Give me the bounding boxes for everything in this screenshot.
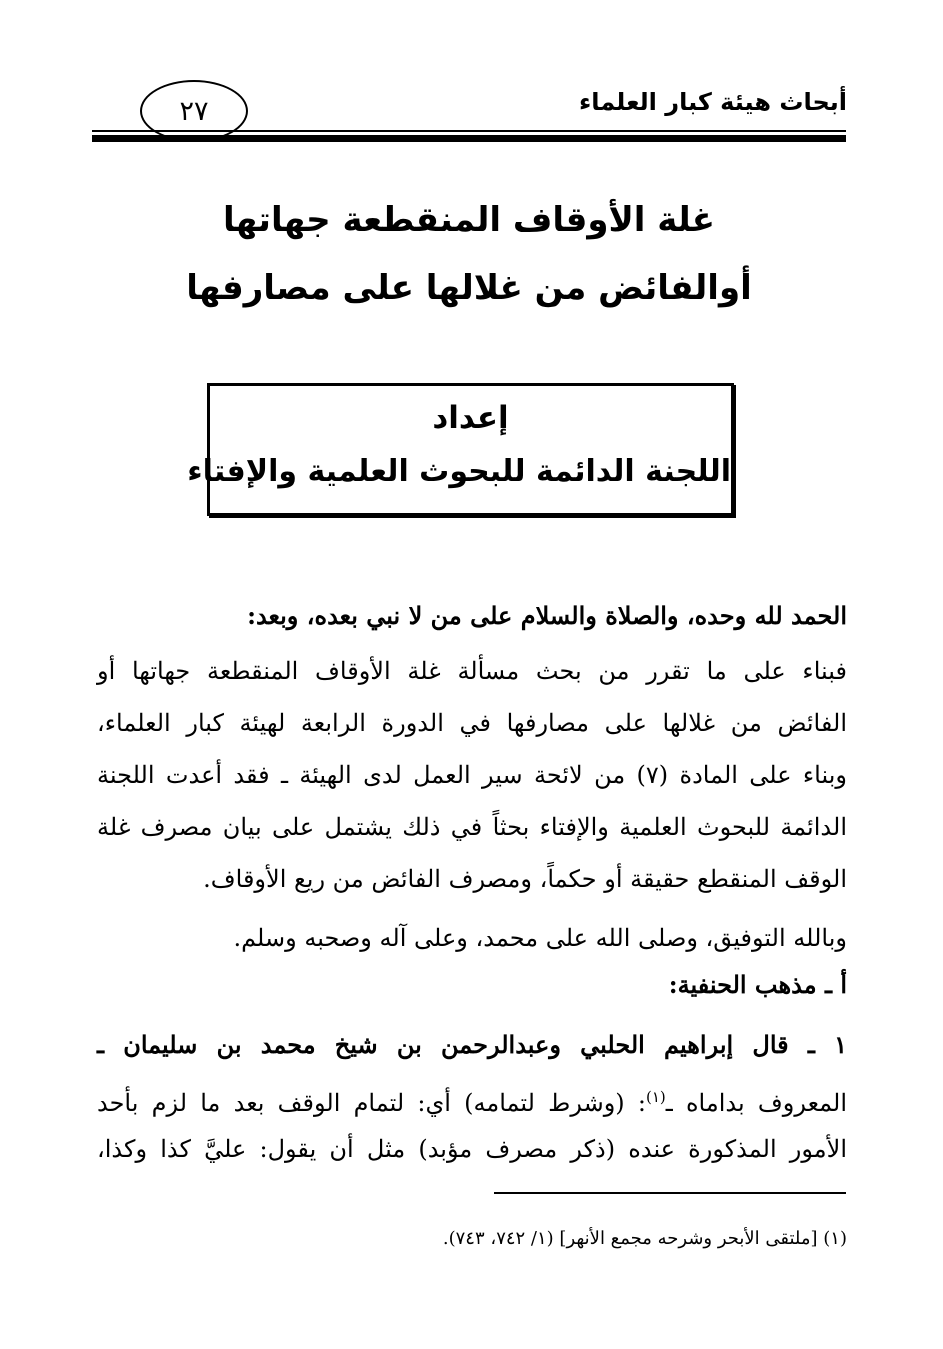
quoted-text: المعروف بداماه ـ <box>665 1089 848 1117</box>
body-line <box>97 1082 847 1118</box>
footnote: (١) [ملتقى الأبحر وشرحه مجمع الأنهر] (١/ ٧٤٢، ٧٤٣). <box>442 1228 847 1249</box>
page-number: ٢٧ <box>140 80 248 142</box>
opening-praise: الحمد لله وحده، والصلاة والسلام على من لا نبي بعده، وبعد: <box>247 601 847 630</box>
closing-line: وبالله التوفيق، وصلى الله على محمد، وعلى آله وصحبه وسلم. <box>233 924 847 952</box>
chapter-title-line-2: أوالفائض من غلالها على مصارفها <box>186 268 752 308</box>
committee-name: اللجنة الدائمة للبحوث العلمية والإفتاء <box>187 454 731 489</box>
chapter-title-line-1: غلة الأوقاف المنقطعة جهاتها <box>222 200 716 240</box>
body-line: فبناء على ما تقرر من بحث مسألة غلة الأوقاف المنقطعة جهاتها أو <box>97 657 847 685</box>
body-line: وبناء على المادة (٧) من لائحة سير العمل لدى الهيئة ـ فقد أعدت اللجنة <box>97 761 848 789</box>
quoted-text: : (وشرط لتمامه) أي: لتمام الوقف بعد ما لزم بأحد <box>97 1089 646 1117</box>
body-line: الأمور المذكورة عنده (ذكر مصرف مؤبد) مثل أن يقول: عليَّ كذا وكذا، <box>97 1135 847 1163</box>
body-line: الفائض من غلالها على مصارفها في الدورة الرابعة لهيئة كبار العلماء، <box>97 709 847 737</box>
authorship-box <box>187 383 734 516</box>
prepared-by-label: إعداد <box>432 400 509 436</box>
footnote-reference: (١) <box>645 1088 666 1106</box>
footnote-separator <box>494 1192 846 1194</box>
running-header-title: أبحاث هيئة كبار العلماء <box>578 88 847 116</box>
header-rule-thin <box>92 130 846 132</box>
body-line: الدائمة للبحوث العلمية والإفتاء بحثاً في ذلك يشتمل على بيان مصرف غلة <box>97 813 847 841</box>
header-rule-thick <box>92 135 846 142</box>
section-heading-hanafi: أ ـ مذهب الحنفية: <box>668 970 847 999</box>
body-line: ١ ـ قال إبراهيم الحلبي وعبدالرحمن بن شيخ محمد بن سليمان ـ <box>97 1030 847 1059</box>
body-line: الوقف المنقطع حقيقة أو حكماً، ومصرف الفائض من ريع الأوقاف. <box>203 865 847 893</box>
